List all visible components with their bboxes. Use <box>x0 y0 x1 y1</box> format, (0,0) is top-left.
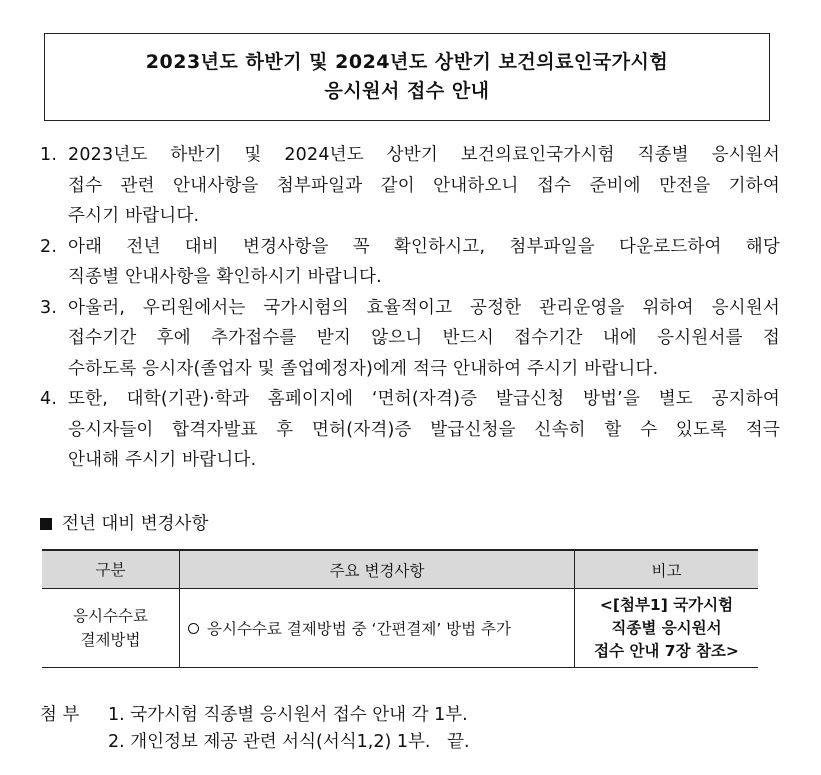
category-line: 응시수수료 <box>73 607 148 625</box>
cell-change <box>180 589 575 668</box>
attachments-label: 첨 부 <box>40 705 80 725</box>
paragraph-number: 4. <box>40 389 58 409</box>
notice-paragraphs <box>40 140 780 476</box>
header-note: 비고 <box>575 550 759 589</box>
header-changes: 주요 변경사항 <box>180 550 575 589</box>
paragraph-2 <box>40 232 780 293</box>
paragraph-line: 수하도록 응시자(졸업자 및 졸업예정자)에게 적극 안내하여 주시기 바랍니다. <box>68 358 659 379</box>
paragraph-line: 직종별 안내사항을 확인하시기 바랍니다. <box>68 267 382 287</box>
paragraph-line: 아래 전년 대비 변경사항을 꼭 확인하시고, 첨부파일을 다운로드하여 해당 <box>68 236 780 257</box>
cell-note <box>575 589 759 668</box>
paragraph-line: 접수 관련 안내사항을 첨부파일과 같이 안내하오니 접수 준비에 만전을 기하여 <box>68 175 780 196</box>
header-category: 구분 <box>42 550 180 589</box>
title-box <box>44 33 770 121</box>
paragraph-line: 아울러, 우리원에서는 국가시험의 효율적이고 공정한 관리운영을 위하여 응시원서 <box>68 297 780 318</box>
title-line-1: 2023년도 하반기 및 2024년도 상반기 보건의료인국가시험 <box>145 51 669 73</box>
changes-table <box>42 549 758 668</box>
category-line: 결제방법 <box>80 631 141 649</box>
table-header-row <box>42 550 758 589</box>
attachments <box>40 702 470 756</box>
paragraph-line: 접수기간 후에 추가접수를 받지 않으니 반드시 접수기간 내에 응시원서를 접 <box>68 328 780 348</box>
table-row <box>42 589 758 668</box>
change-text: 응시수수료 결제방법 중 ‘간편결제’ 방법 추가 <box>207 620 512 638</box>
note-line: 접수 안내 7장 참조> <box>594 641 739 660</box>
paragraph-4 <box>40 384 780 476</box>
paragraph-number: 2. <box>40 236 58 257</box>
circle-bullet-icon <box>188 623 199 634</box>
cell-category <box>42 589 180 668</box>
paragraph-number: 3. <box>40 297 58 318</box>
paragraph-line: 주시기 바랍니다. <box>68 206 200 226</box>
attachment-item: 2. 개인정보 제공 관련 서식(서식1,2) 1부. 끝. <box>108 732 470 752</box>
paragraph-line: 2023년도 하반기 및 2024년도 상반기 보건의료인국가시험 직종별 응시원서 <box>68 145 780 165</box>
paragraph-3 <box>40 293 780 385</box>
paragraph-line: 응시자들이 합격자발표 후 면허(자격)증 발급신청을 신속히 할 수 있도록 적극 <box>68 419 780 440</box>
section-title <box>40 512 208 536</box>
note-line: <[첨부1] 국가시험 <box>599 595 734 614</box>
note-line: 직종별 응시원서 <box>611 618 722 637</box>
section-title-text: 전년 대비 변경사항 <box>62 514 209 534</box>
black-square-icon <box>40 518 52 530</box>
title-line-2: 응시원서 접수 안내 <box>324 80 490 102</box>
paragraph-number: 1. <box>40 145 58 165</box>
paragraph-line: 안내해 주시기 바랍니다. <box>68 450 257 470</box>
attachment-item: 1. 국가시험 직종별 응시원서 접수 안내 각 1부. <box>108 705 468 725</box>
paragraph-1 <box>40 140 780 232</box>
paragraph-line: 또한, 대학(기관)·학과 홈페이지에 ‘면허(자격)증 발급신청 방법’을 별도 공지하여 <box>68 389 780 409</box>
